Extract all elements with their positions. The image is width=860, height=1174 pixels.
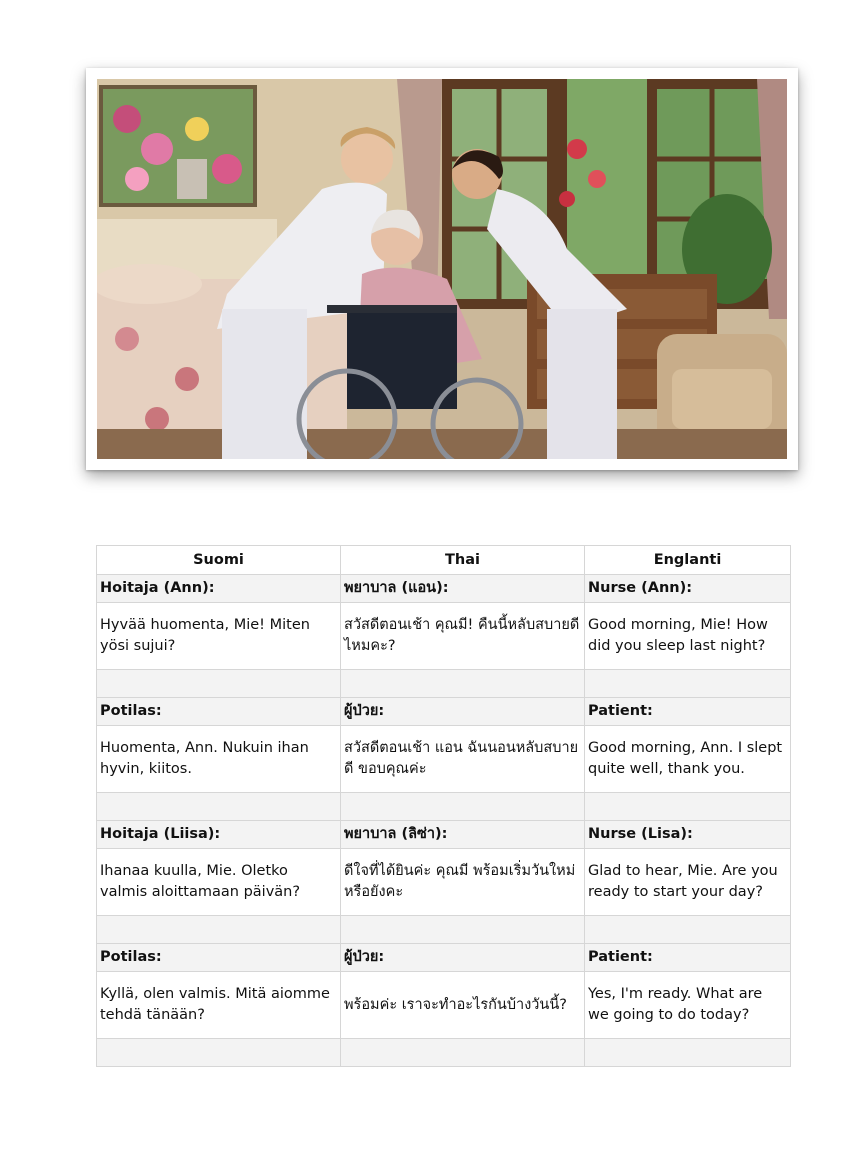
spacer-row	[97, 670, 791, 698]
line-english: Glad to hear, Mie. Are you ready to start your day?	[585, 849, 791, 916]
line-english: Good morning, Mie! How did you sleep last night?	[585, 603, 791, 670]
speaker-thai: ผู้ป่วย:	[341, 698, 585, 726]
empty-cell	[97, 793, 341, 821]
line-english: Good morning, Ann. I slept quite well, thank you.	[585, 726, 791, 793]
header-thai: Thai	[341, 546, 585, 575]
table-row	[97, 849, 791, 916]
table-row	[97, 972, 791, 1039]
line-thai: ดีใจที่ได้ยินค่ะ คุณมี พร้อมเริ่มวันใหม่หรือยังคะ	[341, 849, 585, 916]
header-finnish: Suomi	[97, 546, 341, 575]
table-row	[97, 575, 791, 603]
line-thai: พร้อมค่ะ เราจะทำอะไรกันบ้างวันนี้?	[341, 972, 585, 1039]
line-finnish: Huomenta, Ann. Nukuin ihan hyvin, kiitos.	[97, 726, 341, 793]
line-thai: สวัสดีตอนเช้า คุณมี! คืนนี้หลับสบายดีไหมคะ?	[341, 603, 585, 670]
speaker-thai: ผู้ป่วย:	[341, 944, 585, 972]
line-finnish: Kyllä, olen valmis. Mitä aiomme tehdä tänään?	[97, 972, 341, 1039]
speaker-finnish: Potilas:	[97, 944, 341, 972]
speaker-english: Nurse (Lisa):	[585, 821, 791, 849]
line-thai: สวัสดีตอนเช้า แอน ฉันนอนหลับสบายดี ขอบคุณค่ะ	[341, 726, 585, 793]
line-english: Yes, I'm ready. What are we going to do today?	[585, 972, 791, 1039]
spacer-row	[97, 1039, 791, 1067]
vocabulary-table	[96, 545, 791, 1067]
empty-cell	[341, 916, 585, 944]
speaker-english: Patient:	[585, 944, 791, 972]
speaker-finnish: Hoitaja (Ann):	[97, 575, 341, 603]
empty-cell	[585, 793, 791, 821]
speaker-finnish: Potilas:	[97, 698, 341, 726]
line-finnish: Ihanaa kuulla, Mie. Oletko valmis aloittamaan päivän?	[97, 849, 341, 916]
header-english: Englanti	[585, 546, 791, 575]
table-row	[97, 603, 791, 670]
speaker-english: Nurse (Ann):	[585, 575, 791, 603]
speaker-thai: พยาบาล (ลิซ่า):	[341, 821, 585, 849]
empty-cell	[341, 1039, 585, 1067]
table-row	[97, 698, 791, 726]
line-finnish: Hyvää huomenta, Mie! Miten yösi sujui?	[97, 603, 341, 670]
spacer-row	[97, 793, 791, 821]
empty-cell	[585, 670, 791, 698]
table-row	[97, 821, 791, 849]
speaker-finnish: Hoitaja (Liisa):	[97, 821, 341, 849]
empty-cell	[585, 916, 791, 944]
speaker-english: Patient:	[585, 698, 791, 726]
photo-frame	[86, 68, 798, 470]
care-home-photo	[97, 79, 787, 459]
empty-cell	[585, 1039, 791, 1067]
speaker-thai: พยาบาล (แอน):	[341, 575, 585, 603]
empty-cell	[341, 670, 585, 698]
care-home-illustration	[97, 79, 787, 459]
empty-cell	[341, 793, 585, 821]
empty-cell	[97, 670, 341, 698]
empty-cell	[97, 916, 341, 944]
table-header-row	[97, 546, 791, 575]
table-row	[97, 726, 791, 793]
empty-cell	[97, 1039, 341, 1067]
table-row	[97, 944, 791, 972]
spacer-row	[97, 916, 791, 944]
